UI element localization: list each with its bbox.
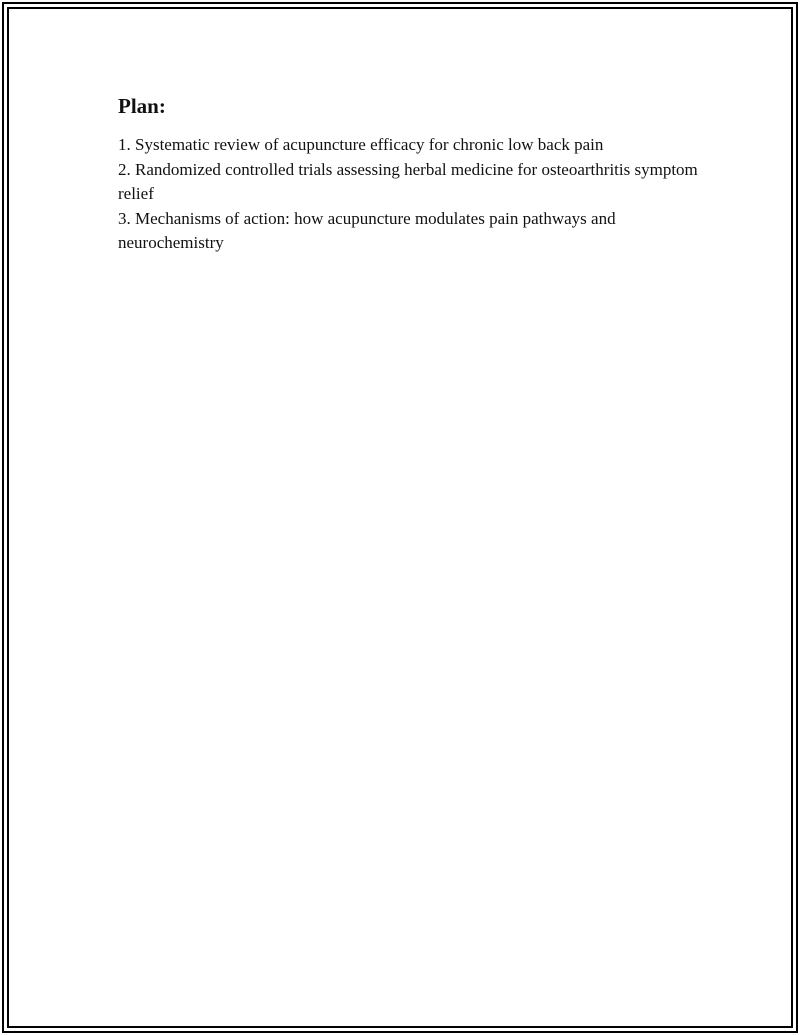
plan-list	[118, 133, 698, 256]
plan-item: 1. Systematic review of acupuncture efficacy for chronic low back pain	[118, 135, 604, 154]
plan-item: 3. Mechanisms of action: how acupuncture modulates pain pathways and neurochemistry	[118, 208, 616, 252]
plan-item: 2. Randomized controlled trials assessing herbal medicine for osteoarthritis symptom relief	[118, 159, 698, 203]
document-content	[118, 93, 698, 256]
plan-heading: Plan:	[118, 94, 166, 118]
